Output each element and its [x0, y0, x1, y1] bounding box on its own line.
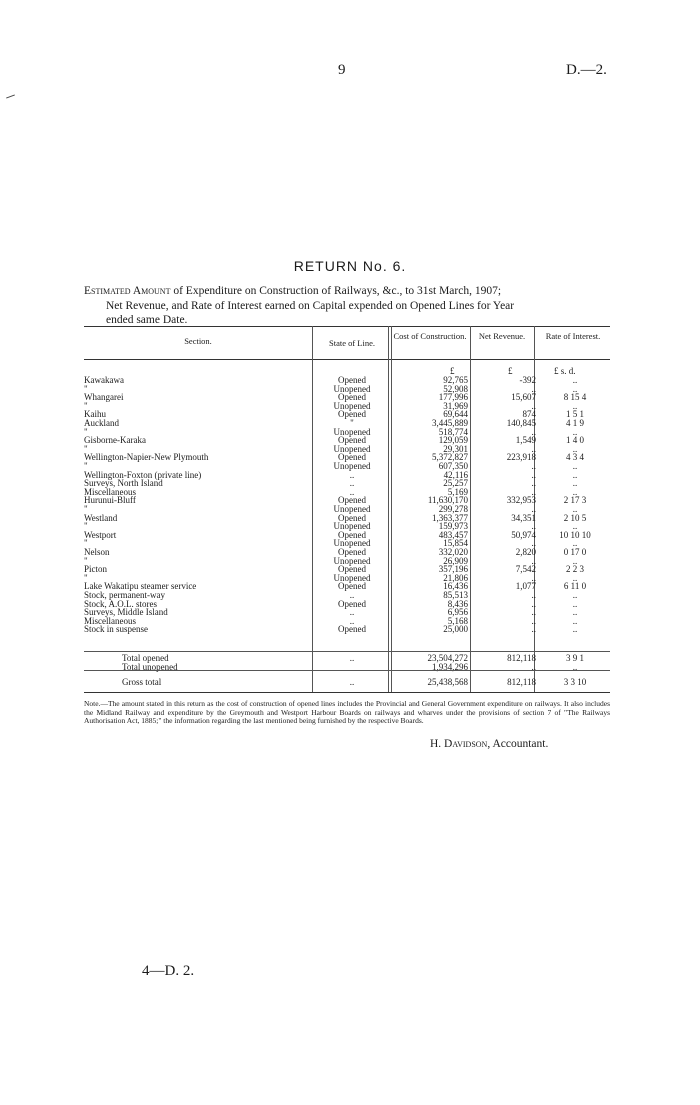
cell-cost: 16,436 — [443, 581, 468, 592]
cell-cost: 177,996 — [438, 392, 468, 403]
cell-cost: 129,059 — [438, 435, 468, 446]
cell-section: Wellington-Napier-New Plymouth — [84, 452, 209, 463]
cell-section: Total unopened — [122, 661, 178, 672]
table-row — [84, 678, 610, 687]
cell-cost: 1,934,296 — [432, 661, 468, 672]
table-rule-totals — [84, 651, 610, 652]
cell-net-revenue: 140,845 — [506, 418, 536, 428]
cell-rate: 2 10 5 — [563, 512, 587, 523]
cell-net-revenue: .. — [531, 461, 536, 471]
document-code: D.—2. — [566, 62, 607, 78]
cell-rate: 1 5 1 — [566, 409, 584, 420]
cell-rate: .. — [572, 590, 578, 600]
cell-section: Auckland — [84, 418, 119, 428]
return-title: RETURN No. 6. — [293, 258, 407, 274]
heading-line-1: of Expenditure on Construction of Railways, &c., to 31st March, 1907; — [170, 285, 502, 297]
header-net-revenue: Net Revenue. — [478, 331, 526, 341]
cell-state: " — [350, 418, 354, 428]
cell-section: " — [84, 555, 88, 566]
cell-net-revenue: .. — [531, 590, 536, 600]
cell-rate: .. — [572, 538, 578, 549]
cell-rate: .. — [572, 461, 578, 471]
table-rule-header — [84, 359, 610, 360]
cell-cost: 1,363,377 — [432, 512, 468, 523]
cell-net-revenue: 15,607 — [511, 392, 536, 403]
cell-net-revenue: .. — [531, 661, 536, 672]
cell-net-revenue: .. — [531, 469, 536, 480]
cell-net-revenue: .. — [531, 443, 536, 454]
cell-cost: 5,168 — [447, 615, 468, 626]
cell-section: Surveys, North Island — [84, 478, 163, 489]
cell-section: Kaihu — [84, 409, 106, 420]
cell-section: " — [84, 461, 88, 471]
cell-state: Opened — [338, 409, 366, 420]
cell-net-revenue: 50,974 — [511, 529, 536, 540]
cell-net-revenue: .. — [531, 607, 536, 618]
header-state: State of Line. — [328, 338, 376, 348]
cell-rate: 4 1 9 — [566, 418, 584, 428]
cell-cost: 85,513 — [443, 590, 468, 600]
cell-section: Nelson — [84, 547, 110, 557]
cell-rate: .. — [572, 615, 578, 626]
cell-cost: 92,765 — [443, 375, 468, 385]
cell-cost: 518,774 — [438, 426, 468, 437]
cell-state: .. — [349, 653, 355, 663]
cell-state: Unopened — [333, 572, 371, 583]
cell-rate: 3 9 1 — [566, 653, 584, 663]
cell-net-revenue: 7,542 — [515, 564, 536, 575]
cell-rate: 4 3 4 — [566, 452, 584, 463]
cell-cost: 52,908 — [443, 383, 468, 394]
cell-rate: .. — [572, 400, 578, 411]
cell-rate: .. — [572, 469, 578, 480]
cell-rate: .. — [572, 624, 578, 635]
cell-net-revenue: .. — [531, 598, 536, 609]
cell-section: " — [84, 538, 88, 549]
cell-state: .. — [349, 469, 355, 480]
cell-cost: 332,020 — [438, 547, 468, 557]
cell-state: Unopened — [333, 504, 371, 514]
cell-net-revenue: 812,118 — [507, 653, 536, 663]
page-number: 9 — [338, 62, 346, 78]
cell-section: Miscellaneous — [84, 615, 136, 626]
cell-cost: 21,806 — [443, 572, 468, 583]
cell-net-revenue: .. — [531, 615, 536, 626]
cell-cost: 25,438,568 — [427, 677, 468, 687]
cell-cost: 5,372,827 — [432, 452, 468, 463]
cell-section: " — [84, 426, 88, 437]
cell-cost: 26,909 — [443, 555, 468, 566]
cell-rate: .. — [572, 504, 578, 514]
signature — [430, 738, 548, 750]
cell-rate: .. — [572, 572, 578, 583]
cell-section: Picton — [84, 564, 108, 575]
cell-section: Total opened — [122, 653, 169, 663]
cell-rate: 1 4 0 — [566, 435, 584, 446]
cell-section: " — [84, 443, 88, 454]
cell-cost: 483,457 — [438, 529, 468, 540]
cell-cost: 6,956 — [447, 607, 468, 618]
cell-net-revenue: .. — [531, 504, 536, 514]
table-rule-gross — [84, 670, 610, 671]
cell-rate: .. — [572, 607, 578, 618]
cell-section: Whangarei — [84, 392, 124, 403]
cell-cost: 31,969 — [443, 400, 468, 411]
return-heading — [84, 284, 614, 328]
cell-state: Opened — [338, 598, 366, 609]
cell-net-revenue: .. — [531, 521, 536, 532]
signatory-name: H. Davidson — [430, 738, 488, 750]
cell-net-revenue: 812,118 — [507, 677, 536, 687]
unit-rate: £ s. d. — [554, 366, 576, 376]
cell-state: Unopened — [333, 538, 371, 549]
cell-cost: 607,350 — [438, 461, 468, 471]
cell-net-revenue: .. — [531, 486, 536, 497]
cell-state: Unopened — [333, 555, 371, 566]
cell-state: Unopened — [333, 461, 371, 471]
cell-state: .. — [349, 615, 355, 626]
cell-section: Westland — [84, 512, 118, 523]
cell-rate: 8 15 4 — [563, 392, 587, 403]
header-cost: Cost of Construction. — [393, 331, 467, 341]
heading-line-3: ended same Date. — [106, 314, 188, 326]
cell-cost: 42,116 — [443, 469, 468, 480]
cell-state: .. — [349, 677, 355, 687]
cell-rate: 2 17 3 — [563, 495, 587, 506]
cell-section: Miscellaneous — [84, 486, 136, 497]
heading-lead: Estimated Amount — [84, 285, 171, 297]
footnote: Note.—The amount stated in this return as the cost of construction of opened lines includes the Provincial and General Government expenditure on railways. It also includes the Midland Railway and expenditure by the Greymouth and Westport Harbour Boards on railways and wharves under the provisions of section 7 of "The Railways Authorisation Act, 1885;" the information regarding the last mentioned being furnished by the respective Boards. — [84, 699, 610, 725]
cell-state: Opened — [338, 375, 366, 385]
cell-rate: .. — [572, 383, 578, 394]
table-row — [84, 625, 610, 634]
cell-net-revenue: .. — [531, 400, 536, 411]
cell-net-revenue: 223,918 — [506, 452, 536, 463]
cell-net-revenue: .. — [531, 478, 536, 489]
cell-net-revenue: .. — [531, 383, 536, 394]
cell-state: Opened — [338, 564, 366, 575]
cell-cost: 25,257 — [443, 478, 468, 489]
cell-state: Unopened — [333, 400, 371, 411]
cell-state: Unopened — [333, 443, 371, 454]
cell-net-revenue: 1,549 — [515, 435, 536, 446]
cell-state: Opened — [338, 512, 366, 523]
cell-cost: 15,854 — [443, 538, 468, 549]
cell-section: Wellington-Foxton (private line) — [84, 469, 202, 480]
cell-section: Westport — [84, 529, 117, 540]
cell-cost: 25,000 — [443, 624, 468, 635]
cell-net-revenue: .. — [531, 426, 536, 437]
cell-section: Stock, A.O.L. stores — [84, 598, 157, 609]
cell-cost: 8,436 — [447, 598, 468, 609]
cell-state: Opened — [338, 581, 366, 592]
cell-rate: .. — [572, 486, 578, 497]
cell-cost: 11,630,170 — [427, 495, 468, 506]
cell-cost: 29,301 — [443, 443, 468, 454]
cell-section: Gross total — [122, 677, 162, 687]
cell-state: .. — [349, 486, 355, 497]
page-footer: 4—D. 2. — [142, 963, 195, 979]
cell-net-revenue: -392 — [519, 375, 536, 385]
heading-line-2: Net Revenue, and Rate of Interest earned on Capital expended on Opened Lines for Year — [106, 299, 515, 312]
margin-mark — [6, 94, 15, 98]
cell-net-revenue: 1,077 — [515, 581, 536, 592]
cell-state: Unopened — [333, 383, 371, 394]
cell-net-revenue: .. — [531, 555, 536, 566]
cell-net-revenue: 332,953 — [506, 495, 536, 506]
cell-cost: 23,504,272 — [427, 653, 468, 663]
cell-state: .. — [349, 478, 355, 489]
cell-rate: 3 3 10 — [563, 677, 587, 687]
cell-rate: 0 17 0 — [563, 547, 587, 557]
cell-state: Unopened — [333, 521, 371, 532]
cell-cost: 159,973 — [438, 521, 468, 532]
cell-rate: .. — [572, 555, 578, 566]
cell-section: " — [84, 572, 88, 583]
cell-cost: 299,278 — [438, 504, 468, 514]
header-rate: Rate of Interest. — [545, 331, 601, 341]
cell-state: Opened — [338, 392, 366, 403]
cell-net-revenue: 34,351 — [511, 512, 536, 523]
table-rule-top — [84, 326, 610, 327]
cell-net-revenue: .. — [531, 572, 536, 583]
cell-rate: 2 2 3 — [566, 564, 584, 575]
unit-net: £ — [508, 366, 513, 376]
cell-state: Opened — [338, 529, 366, 540]
cell-rate: .. — [572, 598, 578, 609]
cell-section: " — [84, 383, 88, 394]
cell-state: Opened — [338, 495, 366, 506]
cell-state: Opened — [338, 624, 366, 635]
cell-section: Surveys, Middle Island — [84, 607, 168, 618]
unit-cost: £ — [450, 366, 455, 376]
cell-rate: 6 11 0 — [563, 581, 587, 592]
cell-net-revenue: 2,820 — [515, 547, 536, 557]
table-rule-bottom — [84, 692, 610, 693]
cell-section: Gisborne-Karaka — [84, 435, 146, 446]
cell-section: Stock in suspense — [84, 624, 148, 635]
cell-state: Opened — [338, 547, 366, 557]
cell-cost: 357,196 — [438, 564, 468, 575]
cell-section: Lake Wakatipu steamer service — [84, 581, 197, 592]
cell-cost: 3,445,889 — [432, 418, 468, 428]
cell-section: " — [84, 400, 88, 411]
cell-section: Kawakawa — [84, 375, 124, 385]
cell-net-revenue: 874 — [522, 409, 536, 420]
cell-section: " — [84, 504, 88, 514]
cell-state: Opened — [338, 452, 366, 463]
cell-rate: .. — [572, 521, 578, 532]
cell-cost: 5,169 — [447, 486, 468, 497]
cell-state: Unopened — [333, 426, 371, 437]
cell-section: Hurunui-Bluff — [84, 495, 136, 506]
cell-net-revenue: .. — [531, 538, 536, 549]
cell-section: " — [84, 521, 88, 532]
cell-rate: 10 10 10 — [559, 529, 591, 540]
cell-rate: .. — [572, 443, 578, 454]
header-section: Section. — [184, 336, 212, 346]
cell-rate: .. — [572, 661, 578, 672]
cell-cost: 69,644 — [443, 409, 468, 420]
cell-state: Opened — [338, 435, 366, 446]
cell-section: Stock, permanent-way — [84, 590, 165, 600]
cell-net-revenue: .. — [531, 624, 536, 635]
cell-rate: .. — [572, 375, 578, 385]
signatory-title: , Accountant. — [487, 738, 549, 750]
cell-state: .. — [349, 590, 355, 600]
cell-state: .. — [349, 607, 355, 618]
cell-rate: .. — [572, 426, 578, 437]
cell-rate: .. — [572, 478, 578, 489]
